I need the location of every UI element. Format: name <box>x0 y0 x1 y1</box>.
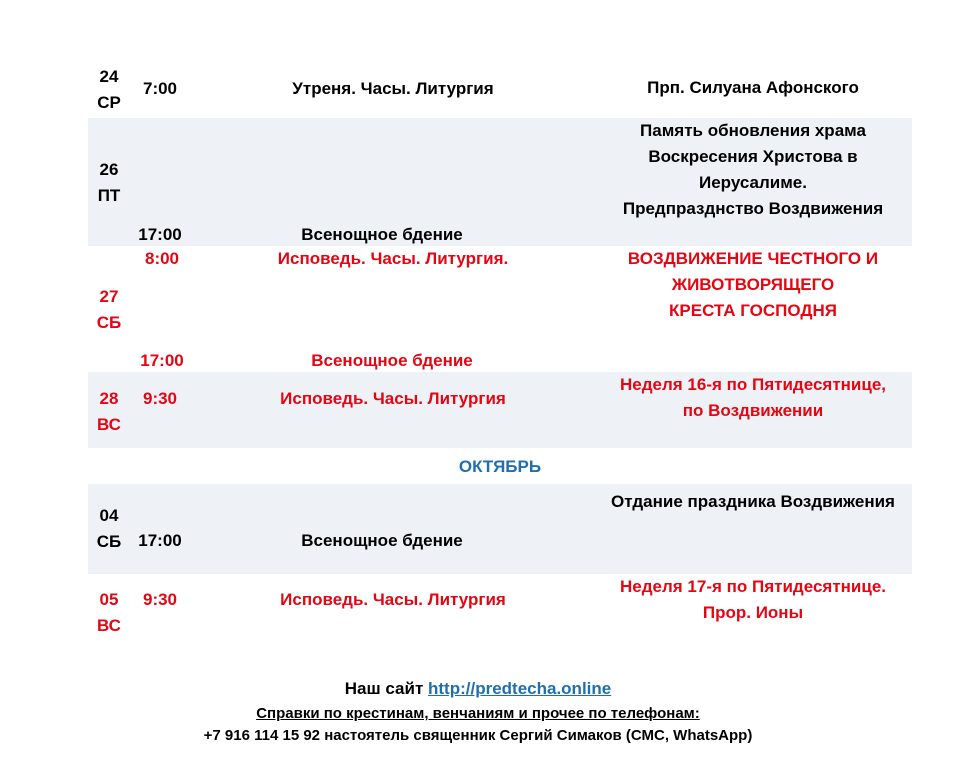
service-time: 17:00 <box>140 351 184 370</box>
day-number: 27 <box>99 287 119 306</box>
feast-line: ЖИВОТВОРЯЩЕГО <box>671 275 835 294</box>
service-time: 9:30 <box>142 389 178 408</box>
service-time: 7:00 <box>142 79 178 98</box>
day-number: 05 <box>99 590 119 609</box>
service-name: Исповедь. Часы. Литургия. <box>277 249 509 268</box>
info-line: Справки по крестинам, венчаниям и прочее по телефонам: <box>256 705 700 722</box>
weekday: ПТ <box>97 186 121 205</box>
service-name: Всенощное бдение <box>301 531 463 550</box>
feast-line: Неделя 16-я по Пятидесятнице, <box>620 375 886 394</box>
feast-line: ВОЗДВИЖЕНИЕ ЧЕСТНОГО И <box>627 249 879 268</box>
feast-line: Отдание праздника Воздвижения <box>611 492 895 511</box>
day-number: 28 <box>99 389 119 408</box>
weekday: СБ <box>96 313 122 332</box>
service-name: Исповедь. Часы. Литургия <box>280 590 506 609</box>
month-header: ОКТЯБРЬ <box>458 457 542 476</box>
feast-line: КРЕСТА ГОСПОДНЯ <box>669 301 837 320</box>
weekday: СР <box>97 93 121 112</box>
feast-line: Иерусалиме. <box>699 173 807 192</box>
day-number: 04 <box>99 506 119 525</box>
phone-line: +7 916 114 15 92 настоятель священник Сергий Симаков (СМС, WhatsApp) <box>203 727 753 744</box>
site-link[interactable]: http://predtecha.online <box>428 679 612 698</box>
site-line <box>0 679 956 699</box>
feast-line: Прор. Ионы <box>702 603 804 622</box>
service-name: Утреня. Часы. Литургия <box>292 79 494 98</box>
feast-line: Память обновления храма <box>640 121 866 140</box>
service-name: Всенощное бдение <box>311 351 473 370</box>
feast-line: Воскресения Христова в <box>648 147 858 166</box>
feast-line: Неделя 17-я по Пятидесятнице. <box>620 577 886 596</box>
weekday: ВС <box>97 616 121 635</box>
feast-line: Предпразднство Воздвижения <box>622 199 884 218</box>
service-name: Всенощное бдение <box>301 225 463 244</box>
day-number: 24 <box>99 67 119 86</box>
service-time: 8:00 <box>144 249 180 268</box>
service-time: 9:30 <box>142 590 178 609</box>
service-time: 17:00 <box>138 531 182 550</box>
service-name: Исповедь. Часы. Литургия <box>280 389 506 408</box>
day-number: 26 <box>99 160 119 179</box>
site-label: Наш сайт <box>344 679 428 698</box>
weekday: ВС <box>97 415 121 434</box>
weekday: СБ <box>96 532 122 551</box>
service-time: 17:00 <box>138 225 182 244</box>
feast-line: Прп. Силуана Афонского <box>647 78 859 97</box>
feast-line: по Воздвижении <box>682 401 824 420</box>
